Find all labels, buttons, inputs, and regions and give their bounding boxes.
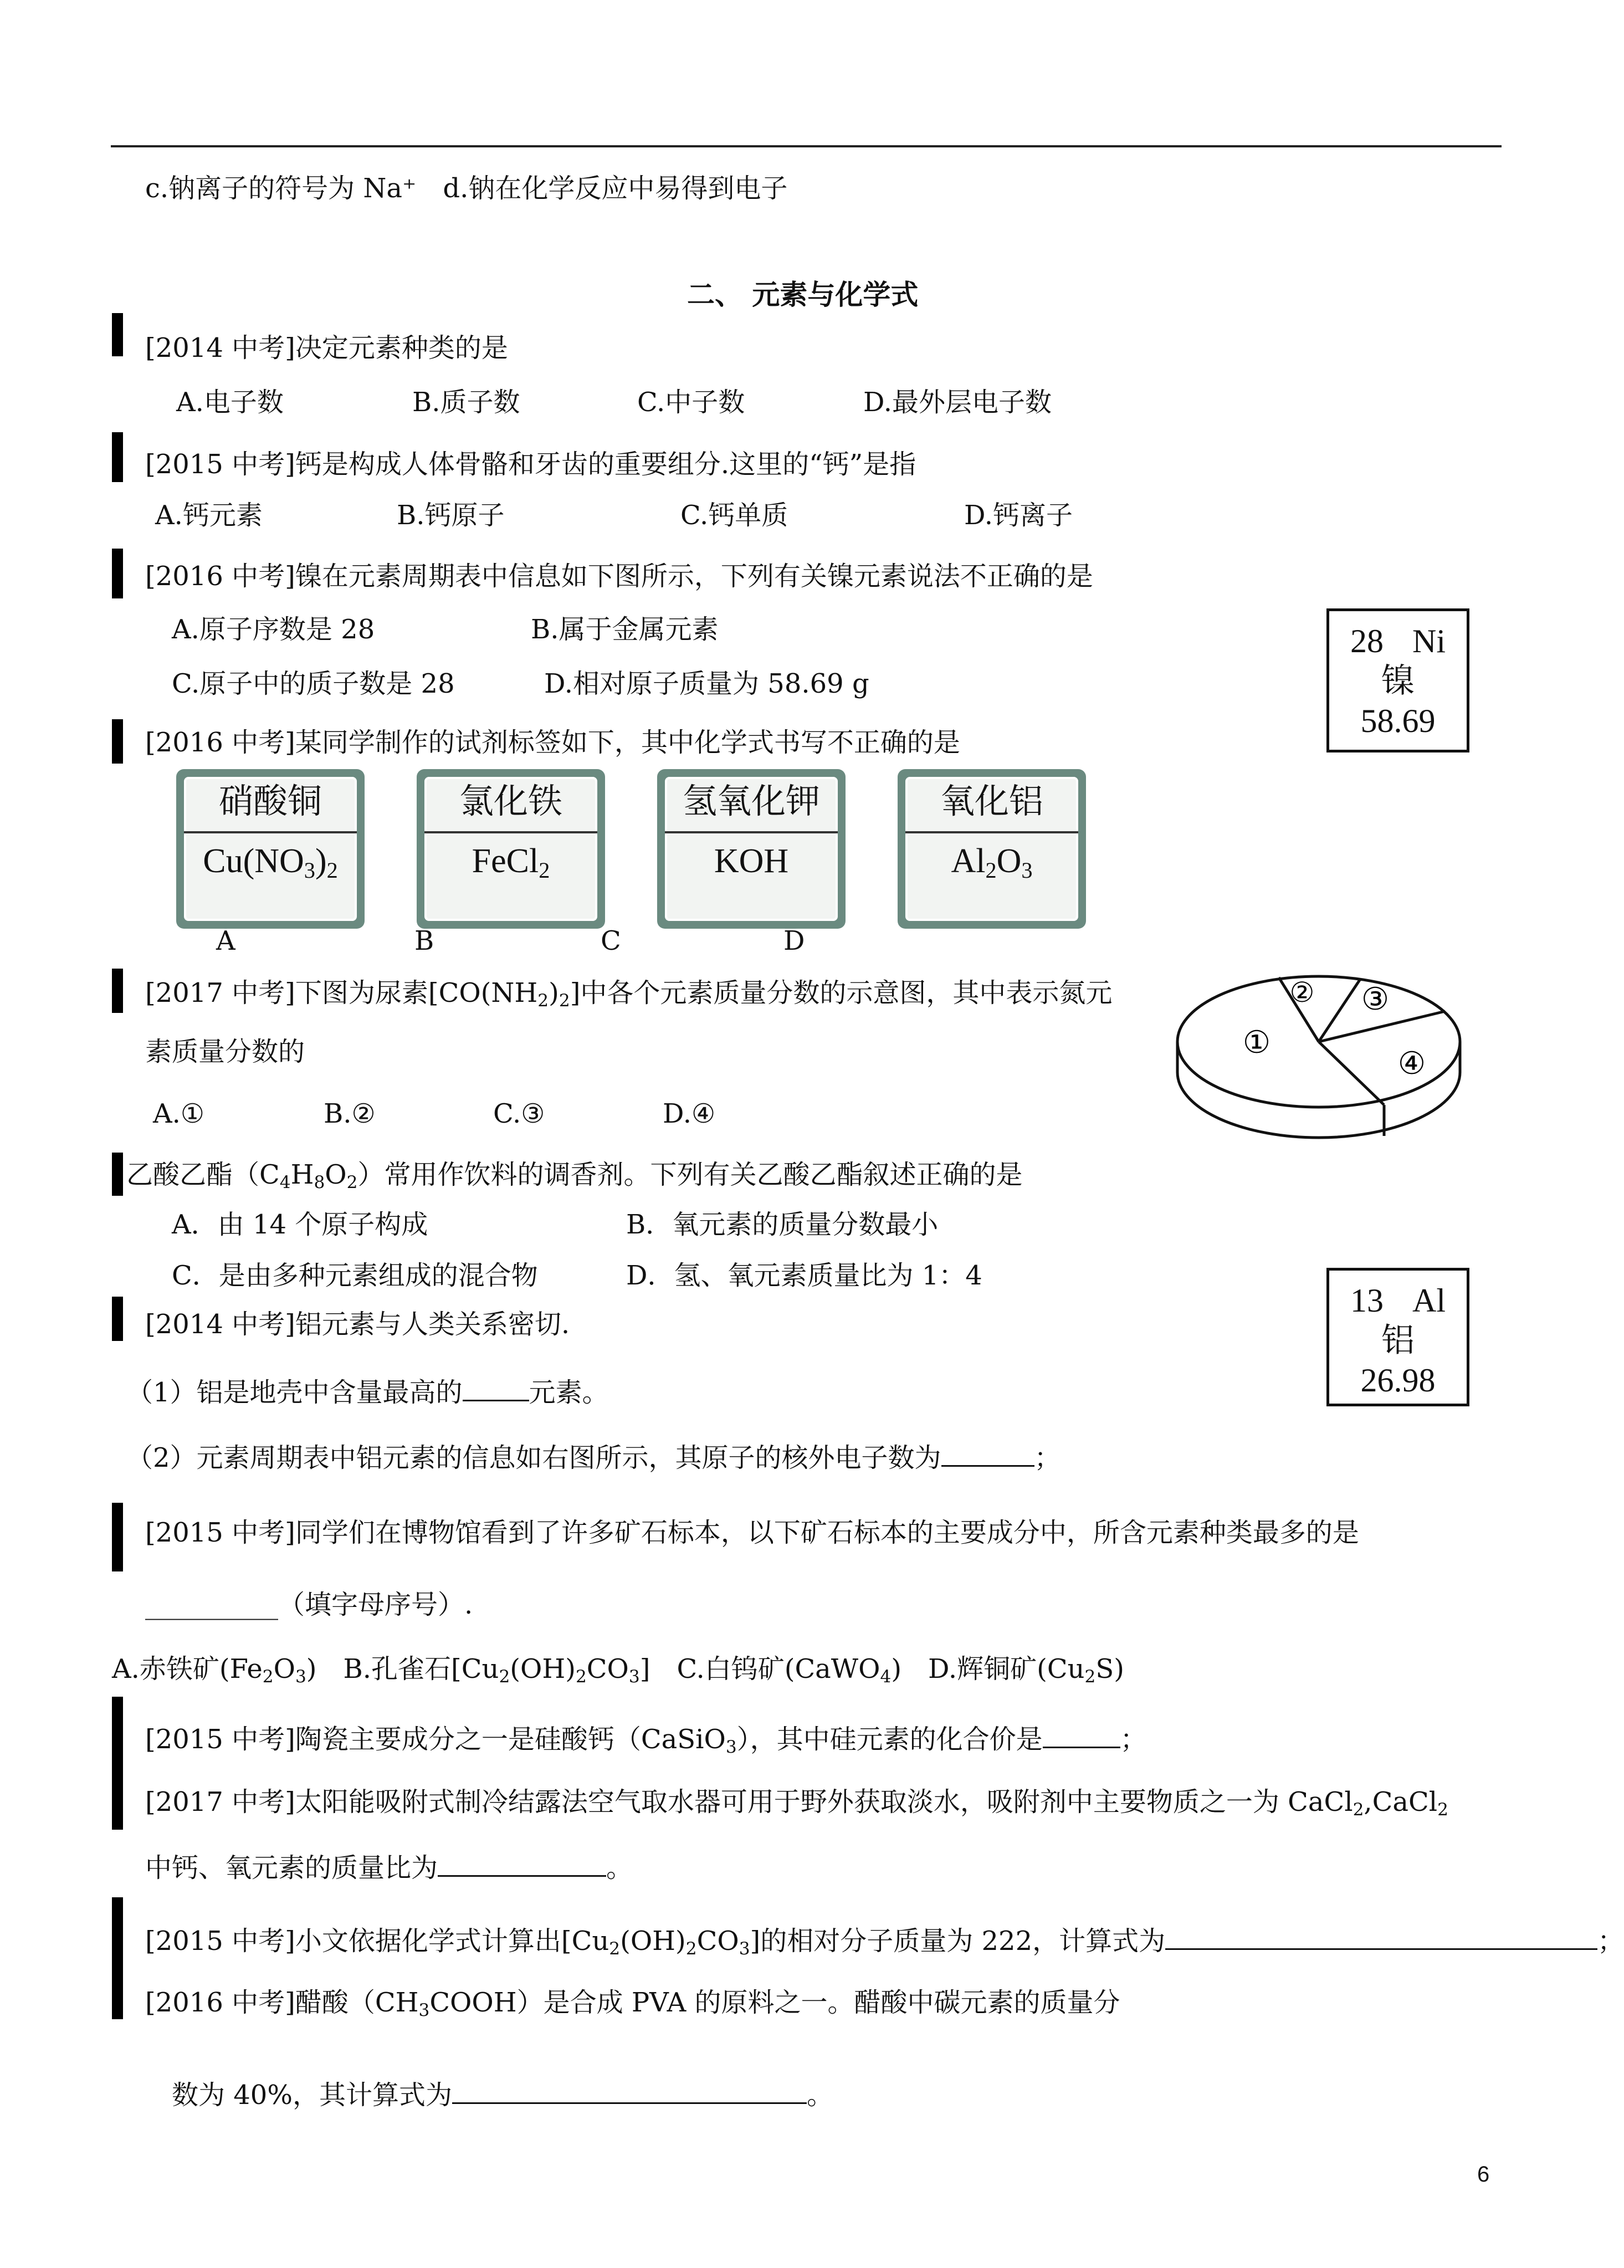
- aluminum-name: 铝: [1381, 1322, 1415, 1359]
- aluminum-element-box: [1326, 1268, 1469, 1406]
- urea-pie-chart: [1164, 959, 1474, 1147]
- q7-part1-text: （1）铝是地壳中含量最高的: [126, 1377, 463, 1408]
- question-marker: [112, 549, 123, 598]
- top-line: c.钠离子的符号为 Na⁺ d.钠在化学反应中易得到电子: [145, 173, 788, 204]
- reagent-name: 氯化铁: [459, 781, 562, 821]
- answer-blank[interactable]: [1165, 1923, 1597, 1950]
- nickel-element-box: [1326, 608, 1469, 752]
- pie-label-4: ④: [1397, 1046, 1426, 1082]
- reagent-formula: $Cu(NO_3)_2$: [203, 842, 338, 883]
- q6-option-c: C．是由多种元素组成的混合物: [172, 1260, 538, 1291]
- header-rule: [111, 145, 1502, 147]
- q1-stem: [2014 中考]决定元素种类的是: [145, 332, 508, 364]
- question-marker: [112, 1769, 123, 1830]
- q9-stem: [2015 中考]陶瓷主要成分之一是硅酸钙（CaSiO$_3$），其中硅元素的化合价是 ；: [145, 1721, 1147, 1764]
- q2-option-d: D.钙离子: [964, 500, 1073, 531]
- q8-options: A.赤铁矿$(Fe_2O_3)$ B.孔雀石$[Cu_2(OH)_2CO_3]$ C.白钨矿(CaWO$_4$) D.辉铜矿$(Cu_2S)$: [112, 1653, 1124, 1687]
- q2-option-c: C.钙单质: [680, 500, 788, 531]
- section-title: 二、 元素与化学式: [687, 279, 919, 311]
- label-option-c: C: [601, 925, 621, 956]
- q5-option-d: D.④: [663, 1098, 716, 1129]
- q12-line2-end: 。: [806, 2080, 833, 2111]
- label-divider: [905, 831, 1078, 833]
- q1-option-c: C.中子数: [637, 387, 745, 418]
- q3-option-d: D.相对原子质量为 58.69 g: [544, 668, 869, 699]
- question-marker: [112, 969, 123, 1013]
- question-marker: [112, 1503, 123, 1571]
- answer-blank[interactable]: [941, 1440, 1034, 1467]
- q7-part2: [126, 1440, 1061, 1475]
- reagent-name: 氢氧化钾: [682, 781, 820, 821]
- page-number: 6: [1477, 2162, 1490, 2187]
- q6-option-b: B．氧元素的质量分数最小: [626, 1209, 939, 1240]
- q12-line2: [172, 2077, 833, 2112]
- nickel-atomic-number: 28: [1350, 623, 1384, 659]
- q7-part2-text: （2）元素周期表中铝元素的信息如右图所示，其原子的核外电子数为: [126, 1442, 941, 1473]
- q2-option-b: B.钙原子: [397, 500, 505, 531]
- q7-part1-end: 元素。: [529, 1377, 609, 1408]
- q4-stem: [2016 中考]某同学制作的试剂标签如下，其中化学式书写不正确的是: [145, 727, 960, 758]
- q8-stem: [2015 中考]同学们在博物馆看到了许多矿石标本，以下矿石标本的主要成分中，所含元素种类最多的是: [145, 1517, 1359, 1548]
- q10-stem: [2017 中考]太阳能吸附式制冷结露法空气取水器可用于野外获取淡水，吸附剂中主要物质之一为 CaCl$_2$,CaCl$_2$: [145, 1786, 1448, 1820]
- reagent-label-d: [898, 769, 1086, 929]
- label-divider: [184, 831, 357, 833]
- q8-blank-line: __________（填字母序号）.: [145, 1589, 473, 1620]
- label-divider: [424, 831, 597, 833]
- reagent-label-b: [417, 769, 605, 929]
- question-marker: [112, 1153, 123, 1196]
- q11-stem: [2015 中考]小文依据化学式计算出$[Cu_2(OH)_2CO_3]$的相对分子质量为 222，计算式为 ；: [145, 1923, 1624, 1965]
- q5-option-a: A.①: [153, 1098, 204, 1129]
- q3-option-c: C.原子中的质子数是 28: [172, 668, 455, 699]
- reagent-formula: $Al_2O_3$: [951, 842, 1033, 883]
- q10-line2-text: 中钙、氧元素的质量比为: [145, 1852, 438, 1883]
- q6-option-a: A．由 14 个原子构成: [172, 1209, 428, 1240]
- aluminum-mass: 26.98: [1360, 1362, 1436, 1399]
- q5-option-b: B.②: [324, 1098, 376, 1129]
- question-marker: [112, 1297, 123, 1341]
- q10-line2: [145, 1850, 633, 1885]
- answer-blank[interactable]: [452, 2077, 807, 2104]
- question-marker: [112, 719, 123, 764]
- q1-option-b: B.质子数: [412, 387, 520, 418]
- aluminum-atomic-number: 13: [1350, 1282, 1384, 1319]
- q2-stem: [2015 中考]钙是构成人体骨骼和牙齿的重要组分.这里的“钙”是指: [145, 449, 916, 480]
- answer-blank[interactable]: [1043, 1721, 1120, 1748]
- q3-option-b: B.属于金属元素: [531, 614, 719, 645]
- nickel-symbol: Ni: [1412, 623, 1446, 659]
- reagent-name: 硝酸铜: [218, 781, 322, 821]
- label-divider: [665, 831, 838, 833]
- q5-stem: [2017 中考]下图为尿素$[CO(NH_2)_2]$中各个元素质量分数的示意图，其中表示氮元: [145, 977, 1113, 1011]
- reagent-name: 氧化铝: [940, 781, 1043, 821]
- q6-stem: 乙酸乙酯$(C_4H_8O_2)$常用作饮料的调香剂。下列有关乙酸乙酯叙述正确的是: [126, 1159, 1023, 1192]
- aluminum-symbol: Al: [1412, 1282, 1446, 1319]
- question-marker: [112, 432, 123, 482]
- q12-stem: [2016 中考]醋酸$(CH_3COOH)$是合成 PVA 的原料之一。醋酸中碳元素的质量分: [145, 1987, 1120, 2020]
- q1-option-a: A.电子数: [176, 387, 284, 418]
- q3-option-a: A.原子序数是 28: [172, 614, 375, 645]
- reagent-label-c: [657, 769, 846, 929]
- label-option-b: B: [414, 925, 434, 956]
- q2-option-a: A.钙元素: [155, 500, 263, 531]
- pie-label-3: ③: [1361, 981, 1390, 1017]
- answer-blank[interactable]: [463, 1374, 529, 1401]
- question-marker: [112, 313, 123, 356]
- reagent-formula: KOH: [714, 842, 789, 880]
- pie-label-2: ②: [1289, 976, 1315, 1008]
- answer-blank[interactable]: [438, 1850, 606, 1877]
- q6-option-d: D．氢、氧元素质量比为 1：4: [626, 1260, 982, 1291]
- pie-label-1: ①: [1242, 1025, 1271, 1061]
- q5-option-c: C.③: [493, 1098, 545, 1129]
- nickel-mass: 58.69: [1360, 703, 1436, 739]
- question-marker: [112, 1897, 123, 2019]
- q7-part1: [126, 1374, 609, 1409]
- q3-stem: [2016 中考]镍在元素周期表中信息如下图所示，下列有关镍元素说法不正确的是: [145, 561, 1093, 592]
- reagent-formula: FeCl$_2$: [472, 842, 550, 883]
- label-option-a: A: [216, 925, 235, 956]
- question-marker: [112, 1697, 123, 1769]
- q7-part2-end: ；: [1034, 1442, 1061, 1473]
- q1-option-d: D.最外层电子数: [863, 387, 1052, 418]
- q5-stem-line2: 素质量分数的: [145, 1036, 305, 1067]
- q12-line2-text: 数为 40%，其计算式为: [172, 2080, 452, 2111]
- q7-stem: [2014 中考]铝元素与人类关系密切.: [145, 1309, 570, 1340]
- q10-line2-end: 。: [606, 1852, 633, 1883]
- label-option-d: D: [783, 925, 805, 956]
- reagent-label-a: [176, 769, 365, 929]
- nickel-name: 镍: [1381, 663, 1415, 699]
